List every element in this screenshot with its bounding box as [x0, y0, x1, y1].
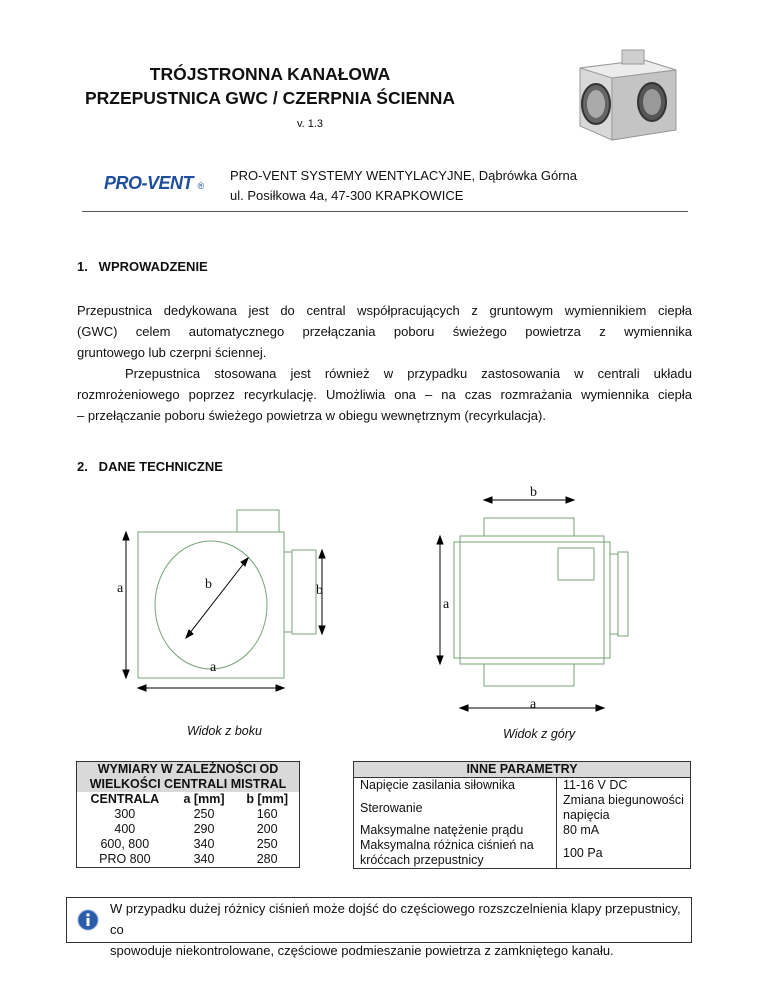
side-label-b-diag: b — [205, 577, 212, 592]
param-name: Sterowanie — [360, 800, 423, 815]
side-label-b-right: b — [316, 583, 323, 598]
side-view-drawing — [110, 500, 340, 700]
logo-mark: ® — [197, 181, 205, 191]
intro-paragraph-1 — [77, 300, 692, 363]
intro-p2-line-3: – przełączanie poboru świeżego powietrza w obiegu wewnętrznym (recyrkulacja). — [77, 408, 546, 423]
info-line-1: W przypadku dużej różnicy ciśnień może dojść do częściowego rozszczelnienia klapy przepustnicy, co — [110, 901, 681, 937]
parameters-table — [353, 761, 691, 869]
pro-vent-logo — [104, 173, 204, 194]
version-label: v. 1.3 — [296, 118, 324, 130]
section-heading-tech: 2. DANE TECHNICZNE — [77, 459, 223, 474]
intro-p2-line-1: Przepustnica stosowana jest również w przypadku zastosowania w centrali układu — [125, 366, 692, 381]
header-divider — [82, 211, 688, 212]
dims-cell: 600, 800 — [100, 837, 150, 851]
params-header: INNE PARAMETRY — [354, 762, 691, 778]
dims-cell: 400 — [114, 822, 136, 836]
top-label-b: b — [530, 485, 537, 500]
top-label-a-left: a — [443, 597, 450, 612]
param-value: Zmiana biegunowości napięcia — [557, 793, 691, 823]
dims-header-1: WYMIARY W ZALEŻNOŚCI OD — [77, 762, 300, 778]
dims-cell: 340 — [193, 837, 215, 851]
dims-cell: 250 — [256, 837, 278, 851]
info-icon — [77, 909, 99, 931]
dims-cell: 250 — [193, 807, 215, 821]
param-name: Maksymalne natężenie prądu — [360, 823, 524, 837]
table-row — [354, 823, 691, 838]
dims-cell: 340 — [193, 852, 215, 866]
side-label-a-left: a — [117, 581, 124, 596]
info-line-2: spowoduje niekontrolowane, częściowe podmieszanie powietrza z zamkniętego kanału. — [110, 943, 614, 958]
logo-text: PRO-VENT — [104, 173, 194, 193]
dims-cell: 160 — [256, 807, 278, 821]
intro-p2-line-2: rozmrożeniowego poprzez recyrkulację. Umożliwia ona – na czas rozmrażania wymiennika ciepła — [77, 387, 692, 402]
table-row — [77, 852, 300, 868]
table-row — [77, 807, 300, 822]
param-name: Napięcie zasilania siłownika — [360, 778, 515, 792]
intro-p1-line-3: gruntowego lub czerpni ściennej. — [77, 345, 267, 360]
top-label-a-bottom: a — [530, 697, 537, 712]
company-address: ul. Posiłkowa 4a, 47-300 KRAPKOWICE — [230, 188, 464, 203]
side-view-caption: Widok z boku — [187, 724, 262, 738]
dims-cell: PRO 800 — [99, 852, 151, 866]
dims-cell: 280 — [256, 852, 278, 866]
table-row — [354, 793, 691, 823]
param-value: 100 Pa — [557, 838, 691, 869]
dimensions-table — [76, 761, 300, 868]
info-note-text — [110, 898, 690, 961]
intro-p1-line-1: Przepustnica dedykowana jest do central współpracujących z gruntowym wymiennikiem ciepła — [77, 303, 692, 318]
dims-cell: 290 — [193, 822, 215, 836]
dims-col-b: b [mm] — [246, 792, 288, 806]
param-value: 11-16 V DC — [557, 778, 691, 794]
dims-cell: 200 — [256, 822, 278, 836]
top-view-caption: Widok z góry — [503, 727, 576, 741]
intro-p1-line-2: (GWC) celem automatycznego przełączania poboru świeżego powietrza z wymiennika — [77, 324, 692, 339]
table-row — [77, 837, 300, 852]
param-name: Maksymalna różnica ciśnień na króćcach przepustnicy — [360, 838, 534, 867]
dims-cell: 300 — [114, 807, 136, 821]
section-heading-intro: 1. WPROWADZENIE — [77, 259, 208, 274]
table-row — [354, 778, 691, 794]
product-image — [560, 46, 690, 146]
company-name: PRO-VENT SYSTEMY WENTYLACYJNE, Dąbrówka Górna — [230, 168, 578, 183]
dims-col-a: a [mm] — [183, 792, 225, 806]
table-row — [77, 822, 300, 837]
side-label-a-bottom: a — [210, 660, 217, 675]
title-line-2: PRZEPUSTNICA GWC / CZERPNIA ŚCIENNA — [84, 88, 456, 108]
title-line-1: TRÓJSTRONNA KANAŁOWA — [149, 64, 391, 84]
top-view-drawing — [430, 484, 640, 716]
dims-col-centrala: CENTRALA — [90, 792, 160, 806]
intro-paragraph-2 — [77, 363, 692, 426]
param-value: 80 mA — [557, 823, 691, 838]
table-row — [354, 838, 691, 869]
dims-header-2: WIELKOŚCI CENTRALI MISTRAL — [77, 777, 300, 792]
